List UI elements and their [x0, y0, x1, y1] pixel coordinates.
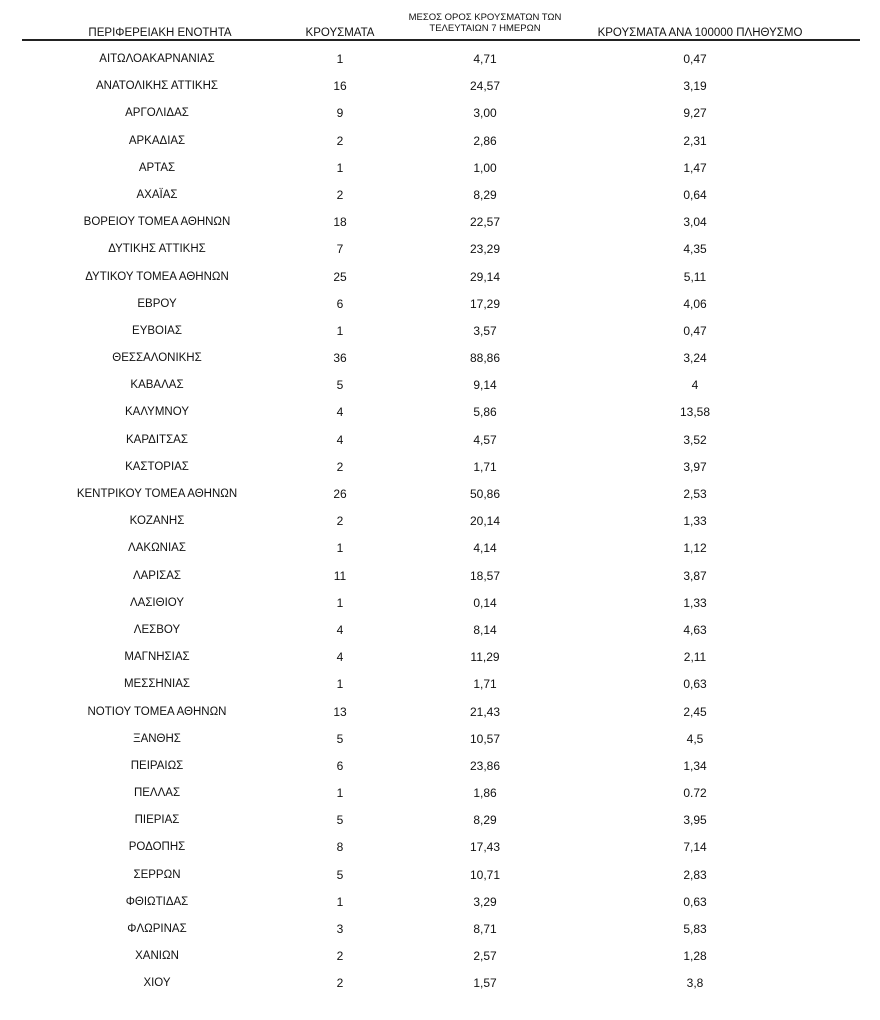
cell-region: ΕΒΡΟΥ	[137, 297, 177, 310]
cell-rate: 13,58	[679, 405, 711, 420]
cell-region: ΔΥΤΙΚΗΣ ΑΤΤΙΚΗΣ	[108, 243, 206, 256]
cell-rate: 0,47	[683, 52, 707, 66]
cell-rate: 1,34	[683, 758, 707, 773]
cell-region: ΒΟΡΕΙΟΥ ΤΟΜΕΑ ΑΘΗΝΩΝ	[83, 216, 231, 229]
cell-rate: 4,06	[683, 296, 707, 311]
header-divider	[22, 39, 860, 41]
cell-rate: 4,63	[683, 622, 707, 637]
cell-region: ΑΝΑΤΟΛΙΚΗΣ ΑΤΤΙΚΗΣ	[95, 80, 218, 93]
cell-cases: 4	[336, 405, 344, 420]
cell-avg: 1,71	[473, 677, 497, 692]
cell-avg: 20,14	[469, 514, 501, 529]
cell-region: ΚΟΖΑΝΗΣ	[129, 515, 185, 528]
cell-avg: 1,86	[473, 786, 497, 801]
cell-region: ΜΕΣΣΗΝΙΑΣ	[123, 678, 191, 691]
cell-region: ΚΕΝΤΡΙΚΟΥ ΤΟΜΕΑ ΑΘΗΝΩΝ	[76, 488, 238, 500]
cell-avg: 17,29	[469, 296, 501, 311]
cell-cases: 4	[336, 650, 344, 665]
cell-cases: 1	[336, 541, 344, 556]
cell-rate: 0,63	[683, 894, 707, 909]
cell-avg: 3,29	[473, 894, 497, 909]
cell-cases: 13	[333, 704, 347, 719]
cell-region: ΚΑΣΤΟΡΙΑΣ	[125, 460, 189, 473]
cell-region: ΞΑΝΘΗΣ	[133, 732, 181, 745]
header-avg-line1: ΜΕΣΟΣ ΟΡΟΣ ΚΡΟΥΣΜΑΤΩΝ ΤΩΝ	[408, 12, 562, 23]
cell-avg: 0,14	[473, 595, 497, 610]
table-row	[0, 345, 880, 372]
cell-rate: 5,11	[683, 269, 707, 284]
table-row	[0, 862, 880, 889]
cell-region: ΝΟΤΙΟΥ ΤΟΜΕΑ ΑΘΗΝΩΝ	[87, 705, 227, 718]
cell-cases: 5	[336, 867, 344, 882]
cell-rate: 1,28	[683, 949, 707, 964]
table-row	[0, 726, 880, 753]
cell-rate: 0,63	[683, 677, 707, 692]
cell-avg: 10,71	[469, 867, 501, 882]
cell-cases: 7	[336, 242, 344, 257]
cell-avg: 17,43	[469, 840, 501, 855]
table-row	[0, 209, 880, 236]
header-rate: ΚΡΟΥΣΜΑΤΑ ΑΝΑ 100000 ΠΛΗΘΥΣΜΟ	[597, 27, 803, 39]
cell-region: ΛΕΣΒΟΥ	[133, 623, 181, 636]
cell-avg: 23,29	[469, 242, 501, 257]
cell-rate: 0.72	[683, 786, 707, 801]
cell-avg: 4,57	[473, 432, 497, 447]
cell-avg: 21,43	[469, 704, 501, 719]
cell-region: ΑΡΚΑΔΙΑΣ	[128, 134, 186, 147]
cell-rate: 2,53	[683, 487, 707, 501]
table-row	[0, 128, 880, 155]
cell-region: ΛΑΣΙΘΙΟΥ	[129, 596, 185, 609]
cell-rate: 3,95	[683, 813, 707, 828]
cell-region: ΕΥΒΟΙΑΣ	[132, 324, 182, 337]
cell-rate: 3,24	[683, 351, 707, 366]
table-row	[0, 563, 880, 590]
cell-cases: 1	[336, 894, 344, 909]
cell-cases: 1	[336, 52, 344, 66]
cell-rate: 2,11	[683, 650, 707, 665]
cell-cases: 5	[336, 378, 344, 393]
cell-rate: 0,47	[683, 323, 707, 338]
cell-avg: 2,86	[473, 133, 497, 148]
table-row	[0, 399, 880, 426]
cell-rate: 1,33	[683, 514, 707, 529]
cell-rate: 2,83	[683, 867, 707, 882]
cell-region: ΧΑΝΙΩΝ	[135, 950, 179, 963]
cell-avg: 8,14	[473, 622, 497, 637]
cell-cases: 2	[336, 949, 344, 964]
cell-rate: 2,31	[683, 133, 707, 148]
cell-rate: 2,45	[683, 704, 707, 719]
cell-avg: 50,86	[469, 487, 501, 501]
cell-region: ΛΑΡΙΣΑΣ	[132, 569, 182, 582]
cell-rate: 1,47	[683, 160, 707, 175]
cell-region: ΣΕΡΡΩΝ	[133, 868, 181, 881]
cell-cases: 5	[336, 813, 344, 828]
table-row	[0, 834, 880, 861]
cell-avg: 1,71	[473, 459, 497, 474]
table-row	[0, 970, 880, 997]
table-row	[0, 318, 880, 345]
cell-avg: 8,71	[473, 922, 497, 936]
table-row	[0, 372, 880, 399]
cell-avg: 88,86	[469, 351, 501, 366]
cell-cases: 4	[336, 432, 344, 447]
cell-region: ΠΕΙΡΑΙΩΣ	[130, 759, 184, 772]
table-row	[0, 617, 880, 644]
table-row	[0, 590, 880, 617]
cell-cases: 25	[333, 269, 347, 284]
header-cases: ΚΡΟΥΣΜΑΤΑ	[305, 27, 375, 39]
cell-region: ΑΡΤΑΣ	[138, 161, 176, 174]
table-row	[0, 699, 880, 726]
cell-region: ΡΟΔΟΠΗΣ	[128, 841, 186, 854]
cell-avg: 24,57	[469, 79, 501, 94]
cell-avg: 8,29	[473, 813, 497, 828]
cell-rate: 7,14	[683, 840, 707, 855]
cell-region: ΚΑΛΥΜΝΟΥ	[125, 406, 189, 419]
table-row	[0, 236, 880, 263]
cell-cases: 9	[336, 106, 344, 121]
cell-cases: 8	[336, 840, 344, 855]
cell-rate: 3,8	[686, 976, 704, 991]
cell-region: ΛΑΚΩΝΙΑΣ	[128, 542, 186, 555]
cell-cases: 2	[336, 133, 344, 148]
cell-avg: 9,14	[473, 378, 497, 393]
table-header	[0, 0, 880, 42]
cell-region: ΔΥΤΙΚΟΥ ΤΟΜΕΑ ΑΘΗΝΩΝ	[85, 270, 229, 283]
table-row	[0, 535, 880, 562]
table-row	[0, 182, 880, 209]
table-row	[0, 807, 880, 834]
cell-rate: 0,64	[683, 187, 707, 202]
cell-region: ΑΙΤΩΛΟΑΚΑΡΝΑΝΙΑΣ	[99, 53, 215, 65]
cell-avg: 23,86	[469, 758, 501, 773]
table-row	[0, 291, 880, 318]
cell-cases: 1	[336, 323, 344, 338]
cell-region: ΚΑΡΔΙΤΣΑΣ	[126, 433, 188, 446]
header-region: ΠΕΡΙΦΕΡΕΙΑΚΗ ΕΝΟΤΗΤΑ	[88, 27, 232, 39]
cell-avg: 10,57	[469, 731, 501, 746]
cell-cases: 26	[333, 487, 347, 501]
cell-rate: 4,5	[686, 731, 704, 746]
cell-avg: 4,71	[473, 52, 497, 66]
table-body	[0, 46, 880, 998]
cell-region: ΠΙΕΡΙΑΣ	[134, 814, 180, 827]
header-avg-line2: ΤΕΛΕΥΤΑΙΩΝ 7 ΗΜΕΡΩΝ	[429, 23, 541, 34]
cell-avg: 3,00	[473, 106, 497, 121]
cell-rate: 3,87	[683, 568, 707, 583]
cell-region: ΚΑΒΑΛΑΣ	[130, 379, 184, 392]
cell-cases: 6	[336, 296, 344, 311]
cell-region: ΧΙΟΥ	[143, 977, 171, 990]
cell-region: ΑΡΓΟΛΙΔΑΣ	[125, 107, 189, 120]
cell-cases: 16	[333, 79, 347, 94]
table-row	[0, 508, 880, 535]
cell-cases: 11	[333, 568, 347, 583]
cell-region: ΦΘΙΩΤΙΔΑΣ	[125, 895, 189, 908]
table-row	[0, 889, 880, 916]
table-row	[0, 671, 880, 698]
table-row	[0, 155, 880, 182]
cell-cases: 5	[336, 731, 344, 746]
cell-avg: 22,57	[469, 215, 501, 230]
cell-region: ΠΕΛΛΑΣ	[133, 787, 181, 800]
cell-avg: 11,29	[470, 650, 500, 665]
cell-rate: 3,19	[683, 79, 707, 94]
cell-avg: 1,57	[473, 976, 497, 991]
cell-avg: 29,14	[469, 269, 501, 284]
cell-cases: 2	[336, 187, 344, 202]
cell-avg: 2,57	[473, 949, 497, 964]
cell-cases: 6	[336, 758, 344, 773]
cell-rate: 1,33	[683, 595, 707, 610]
cell-avg: 5,86	[473, 405, 497, 420]
table-row	[0, 100, 880, 127]
cell-cases: 1	[336, 160, 344, 175]
cell-rate: 5,83	[683, 922, 707, 936]
header-avg	[405, 12, 565, 34]
cell-region: ΘΕΣΣΑΛΟΝΙΚΗΣ	[112, 352, 202, 365]
table-row	[0, 753, 880, 780]
cell-rate: 1,12	[683, 541, 707, 556]
table-row	[0, 481, 880, 508]
cell-cases: 1	[336, 677, 344, 692]
cell-rate: 4	[691, 378, 699, 393]
cell-cases: 18	[333, 215, 347, 230]
table-row	[0, 916, 880, 943]
table-row	[0, 780, 880, 807]
cell-cases: 2	[336, 976, 344, 991]
cell-region: ΦΛΩΡΙΝΑΣ	[127, 923, 187, 935]
cell-cases: 1	[336, 786, 344, 801]
table-row	[0, 73, 880, 100]
cell-cases: 2	[336, 459, 344, 474]
cell-avg: 4,14	[473, 541, 497, 556]
cell-rate: 3,52	[683, 432, 707, 447]
table-row	[0, 644, 880, 671]
cell-rate: 3,97	[683, 459, 707, 474]
cell-cases: 36	[333, 351, 347, 366]
cell-avg: 1,00	[473, 160, 497, 175]
cell-region: ΜΑΓΝΗΣΙΑΣ	[124, 651, 190, 664]
table-row	[0, 454, 880, 481]
cell-cases: 2	[336, 514, 344, 529]
cell-region: ΑΧΑΪΑΣ	[136, 188, 178, 201]
table-row	[0, 46, 880, 73]
table-row	[0, 943, 880, 970]
cell-cases: 3	[336, 922, 344, 936]
table-row	[0, 264, 880, 291]
cell-avg: 8,29	[473, 187, 497, 202]
cell-avg: 18,57	[469, 568, 501, 583]
cell-rate: 9,27	[683, 106, 707, 121]
cell-rate: 4,35	[683, 242, 707, 257]
cell-cases: 4	[336, 622, 344, 637]
cell-rate: 3,04	[683, 215, 707, 230]
table-row	[0, 427, 880, 454]
cell-cases: 1	[336, 595, 344, 610]
cell-avg: 3,57	[473, 323, 497, 338]
